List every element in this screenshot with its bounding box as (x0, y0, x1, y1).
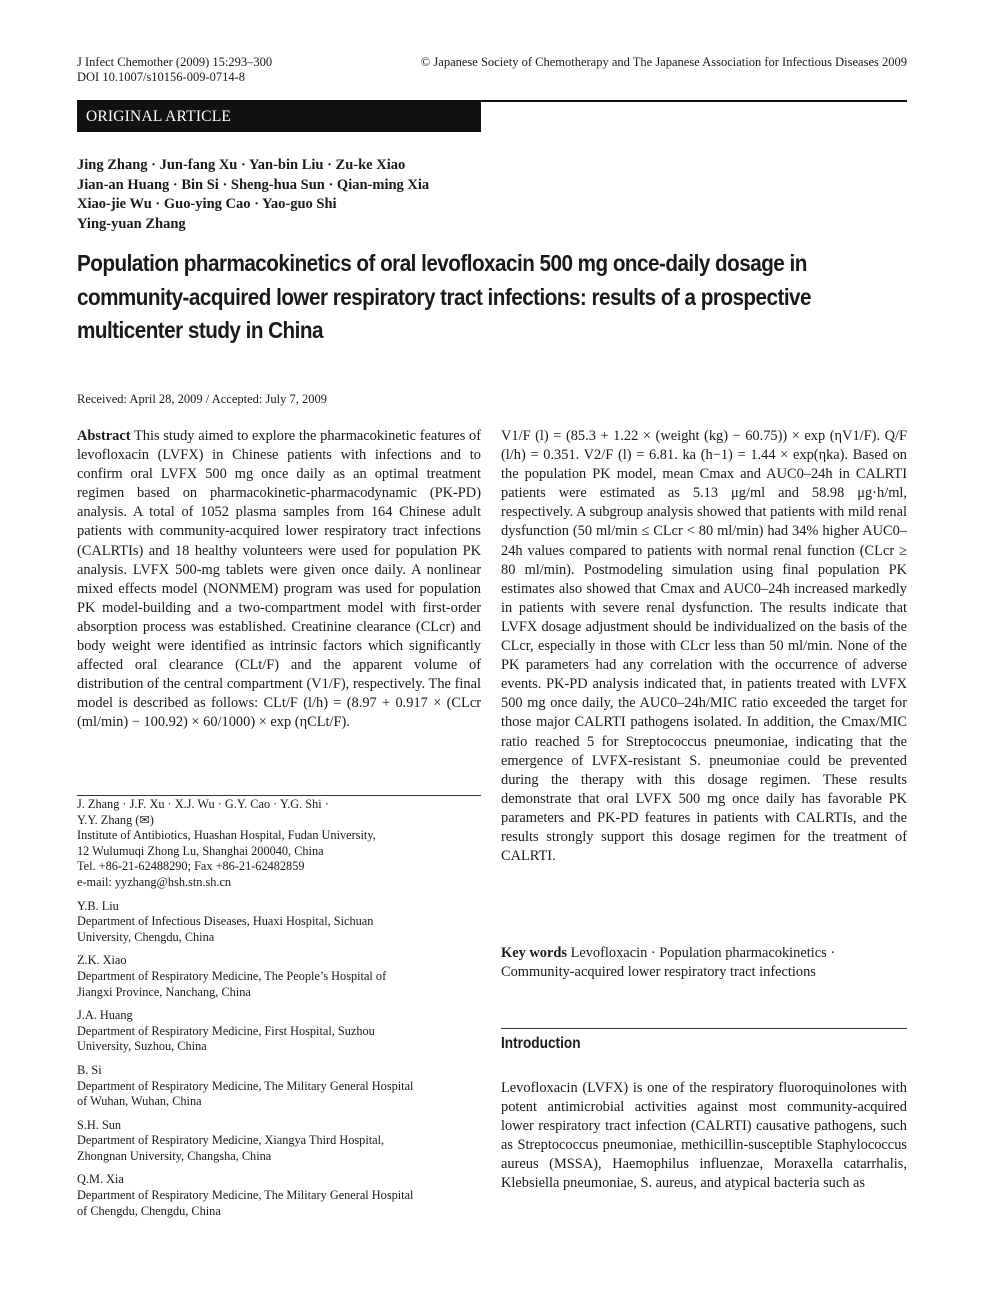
author-line: Xiao-jie Wu · Guo-ying Cao · Yao-guo Shi (77, 196, 337, 212)
affiliation-line: Y.Y. Zhang (✉) (77, 812, 154, 827)
affiliation-block (77, 953, 487, 1000)
affiliation-line: of Wuhan, Wuhan, China (77, 1094, 202, 1109)
affiliation-line: S.H. Sun (77, 1117, 122, 1132)
affiliation-line: Department of Respiratory Medicine, The Military General Hospital (77, 1188, 414, 1203)
affiliation-line: Department of Respiratory Medicine, The Military General Hospital (77, 1078, 414, 1093)
affiliation-line: Zhongnan University, Changsha, China (77, 1148, 272, 1163)
received-dates: Received: April 28, 2009 / Accepted: July 7, 2009 (77, 392, 327, 406)
affiliation-line: Department of Infectious Diseases, Huaxi Hospital, Sichuan (77, 914, 374, 929)
affiliation-line: Department of Respiratory Medicine, Xiangya Third Hospital, (77, 1133, 385, 1148)
abstract-right-column (501, 427, 907, 866)
affiliation-block (77, 899, 487, 946)
section-rule (501, 1028, 907, 1029)
author-line: Ying-yuan Zhang (77, 215, 186, 232)
abstract-label: Abstract (77, 428, 131, 444)
affiliation-line: of Chengdu, Chengdu, China (77, 1203, 221, 1218)
introduction-heading: Introduction (501, 1035, 581, 1052)
author-line: Jing Zhang · Jun-fang Xu · Yan-bin Liu · Zu-ke Xiao (77, 157, 406, 173)
affiliation-block (77, 797, 487, 891)
author-list (77, 156, 429, 234)
affiliation-line: J.A. Huang (77, 1008, 133, 1023)
affiliation-line: University, Chengdu, China (77, 929, 215, 944)
article-type-label: ORIGINAL ARTICLE (77, 101, 481, 132)
affiliation-line: Q.M. Xia (77, 1172, 124, 1187)
keywords-text: Levofloxacin · Population pharmacokinetics · Community-acquired lower respiratory tract infections (501, 945, 836, 981)
affiliation-line: Z.K. Xiao (77, 953, 127, 968)
keywords (501, 944, 907, 982)
journal-header (77, 55, 272, 85)
abstract-text-part1: This study aimed to explore the pharmacokinetic features of levofloxacin (LVFX) in Chinese patients with infections and to confirm oral LVFX 500 mg once daily as an optimal treatment regimen based on pharmacokinetic-pharmacodynamic (PK-PD) analysis. A total of 1052 plasma samples from 164 Chinese adult patients with community-acquired lower respiratory tract infections (CALRTIs) and 18 healthy volunteers were used for population PK analysis. LVFX 500-mg tablets were given once daily. A nonlinear mixed effects model (NONMEM) program was used for population PK model-building and a two-compartment model with first-order absorption process was established. Creatinine clearance (CLcr) and body weight were identified as intrinsic factors which significantly affected oral clearance (CLt/F) and the apparent volume of distribution of the central compartment (V1/F), respectively. The final model is described as follows: CLt/F (l/h) = (8.97 + 0.917 × (CLcr (ml/min) − 100.92) × 60/1000) × exp (ηCLt/F). (77, 428, 481, 731)
keywords-label: Key words (501, 945, 567, 961)
affiliation-line: Y.B. Liu (77, 898, 119, 913)
author-line: Jian-an Huang · Bin Si · Sheng-hua Sun · Qian-ming Xia (77, 176, 430, 193)
affiliation-block (77, 1063, 487, 1110)
doi: DOI 10.1007/s10156-009-0714-8 (77, 70, 246, 84)
abstract-text-part2: V1/F (l) = (85.3 + 1.22 × (weight (kg) − 60.75)) × exp (ηV1/F). Q/F (l/h) = 0.351. V2/F (l) = 6.81. ka (h−1) = 1.44 × exp(ηka). Based on the population PK model, mean Cmax and AUC0–24h in CALRTI patients were estimated as 5.13 μg/ml and 58.98 μg·h/ml, respectively. A subgroup analysis showed that patients with mild renal dysfunction (50 ml/min ≤ CLcr < 80 ml/min) had 34% higher AUC0–24h values compared to patients with normal renal function (CLcr ≥ 80 ml/min). Postmodeling simulation using final population PK estimates also showed that Cmax and AUC0–24h increased markedly in patients with severe renal dysfunction. The results indicate that LVFX dosage adjustment should be individualized on the basis of the CLcr, especially in those with CLcr less than 50 ml/min. None of the PK parameters had any correlation with the occurrence of adverse events. PK-PD analysis indicated that, in patients treated with LVFX 500 mg once daily, the AUC0–24h/MIC ratio exceeded the target for those major CALRTI pathogens isolated. In addition, the Cmax/MIC ratio reached 5 for Streptococcus pneumoniae, indicating that the emergence of LVFX-resistant S. pneumoniae could be prevented during the therapy with this dosage regimen. These results demonstrate that oral LVFX 500 mg once daily has favorable PK parameters and PK-PD features in patients with CALRTIs, and the results strongly support this dosage regimen for the treatment of CALRTI. (501, 428, 907, 865)
affiliation-line: University, Suzhou, China (77, 1039, 207, 1054)
affiliation-block (77, 1118, 487, 1165)
copyright-notice: © Japanese Society of Chemotherapy and The Japanese Association for Infectious Diseases 2009 (420, 55, 907, 69)
affiliation-line: e-mail: yyzhang@hsh.stn.sh.cn (77, 874, 232, 889)
introduction-text: Levofloxacin (LVFX) is one of the respiratory fluoroquinolones with potent antimicrobial activities against most community-acquired lower respiratory tract infection (CALRTI) causative pathogens, such as Streptococcus pneumoniae, methicillin-susceptible Staphylococcus aureus (MSSA), Haemophilus influenzae, Moraxella catarrhalis, Klebsiella pneumoniae, S. aureus, and atypical bacteria such as (501, 1080, 907, 1192)
abstract-left-column (77, 427, 481, 733)
affiliation-line: 12 Wulumuqi Zhong Lu, Shanghai 200040, China (77, 843, 324, 858)
affiliation-line: Department of Respiratory Medicine, First Hospital, Suzhou (77, 1023, 375, 1038)
affiliation-block (77, 1008, 487, 1055)
affiliation-block (77, 1172, 487, 1219)
affiliation-line: Jiangxi Province, Nanchang, China (77, 984, 251, 999)
affiliation-line: J. Zhang · J.F. Xu · X.J. Wu · G.Y. Cao · Y.G. Shi · (77, 797, 329, 811)
article-title: Population pharmacokinetics of oral levofloxacin 500 mg once-daily dosage in community-acquired lower respiratory tract infections: results of a prospective multicenter study in China (77, 250, 812, 343)
affiliation-line: Tel. +86-21-62488290; Fax +86-21-62482859 (77, 859, 305, 874)
journal-citation: J Infect Chemother (2009) 15:293–300 (77, 55, 273, 69)
affiliation-line: Institute of Antibiotics, Huashan Hospital, Fudan University, (77, 828, 376, 843)
affiliation-line: B. Si (77, 1062, 102, 1077)
affiliations (77, 797, 487, 1227)
affiliation-rule (77, 795, 481, 796)
affiliation-line: Department of Respiratory Medicine, The People’s Hospital of (77, 968, 387, 983)
